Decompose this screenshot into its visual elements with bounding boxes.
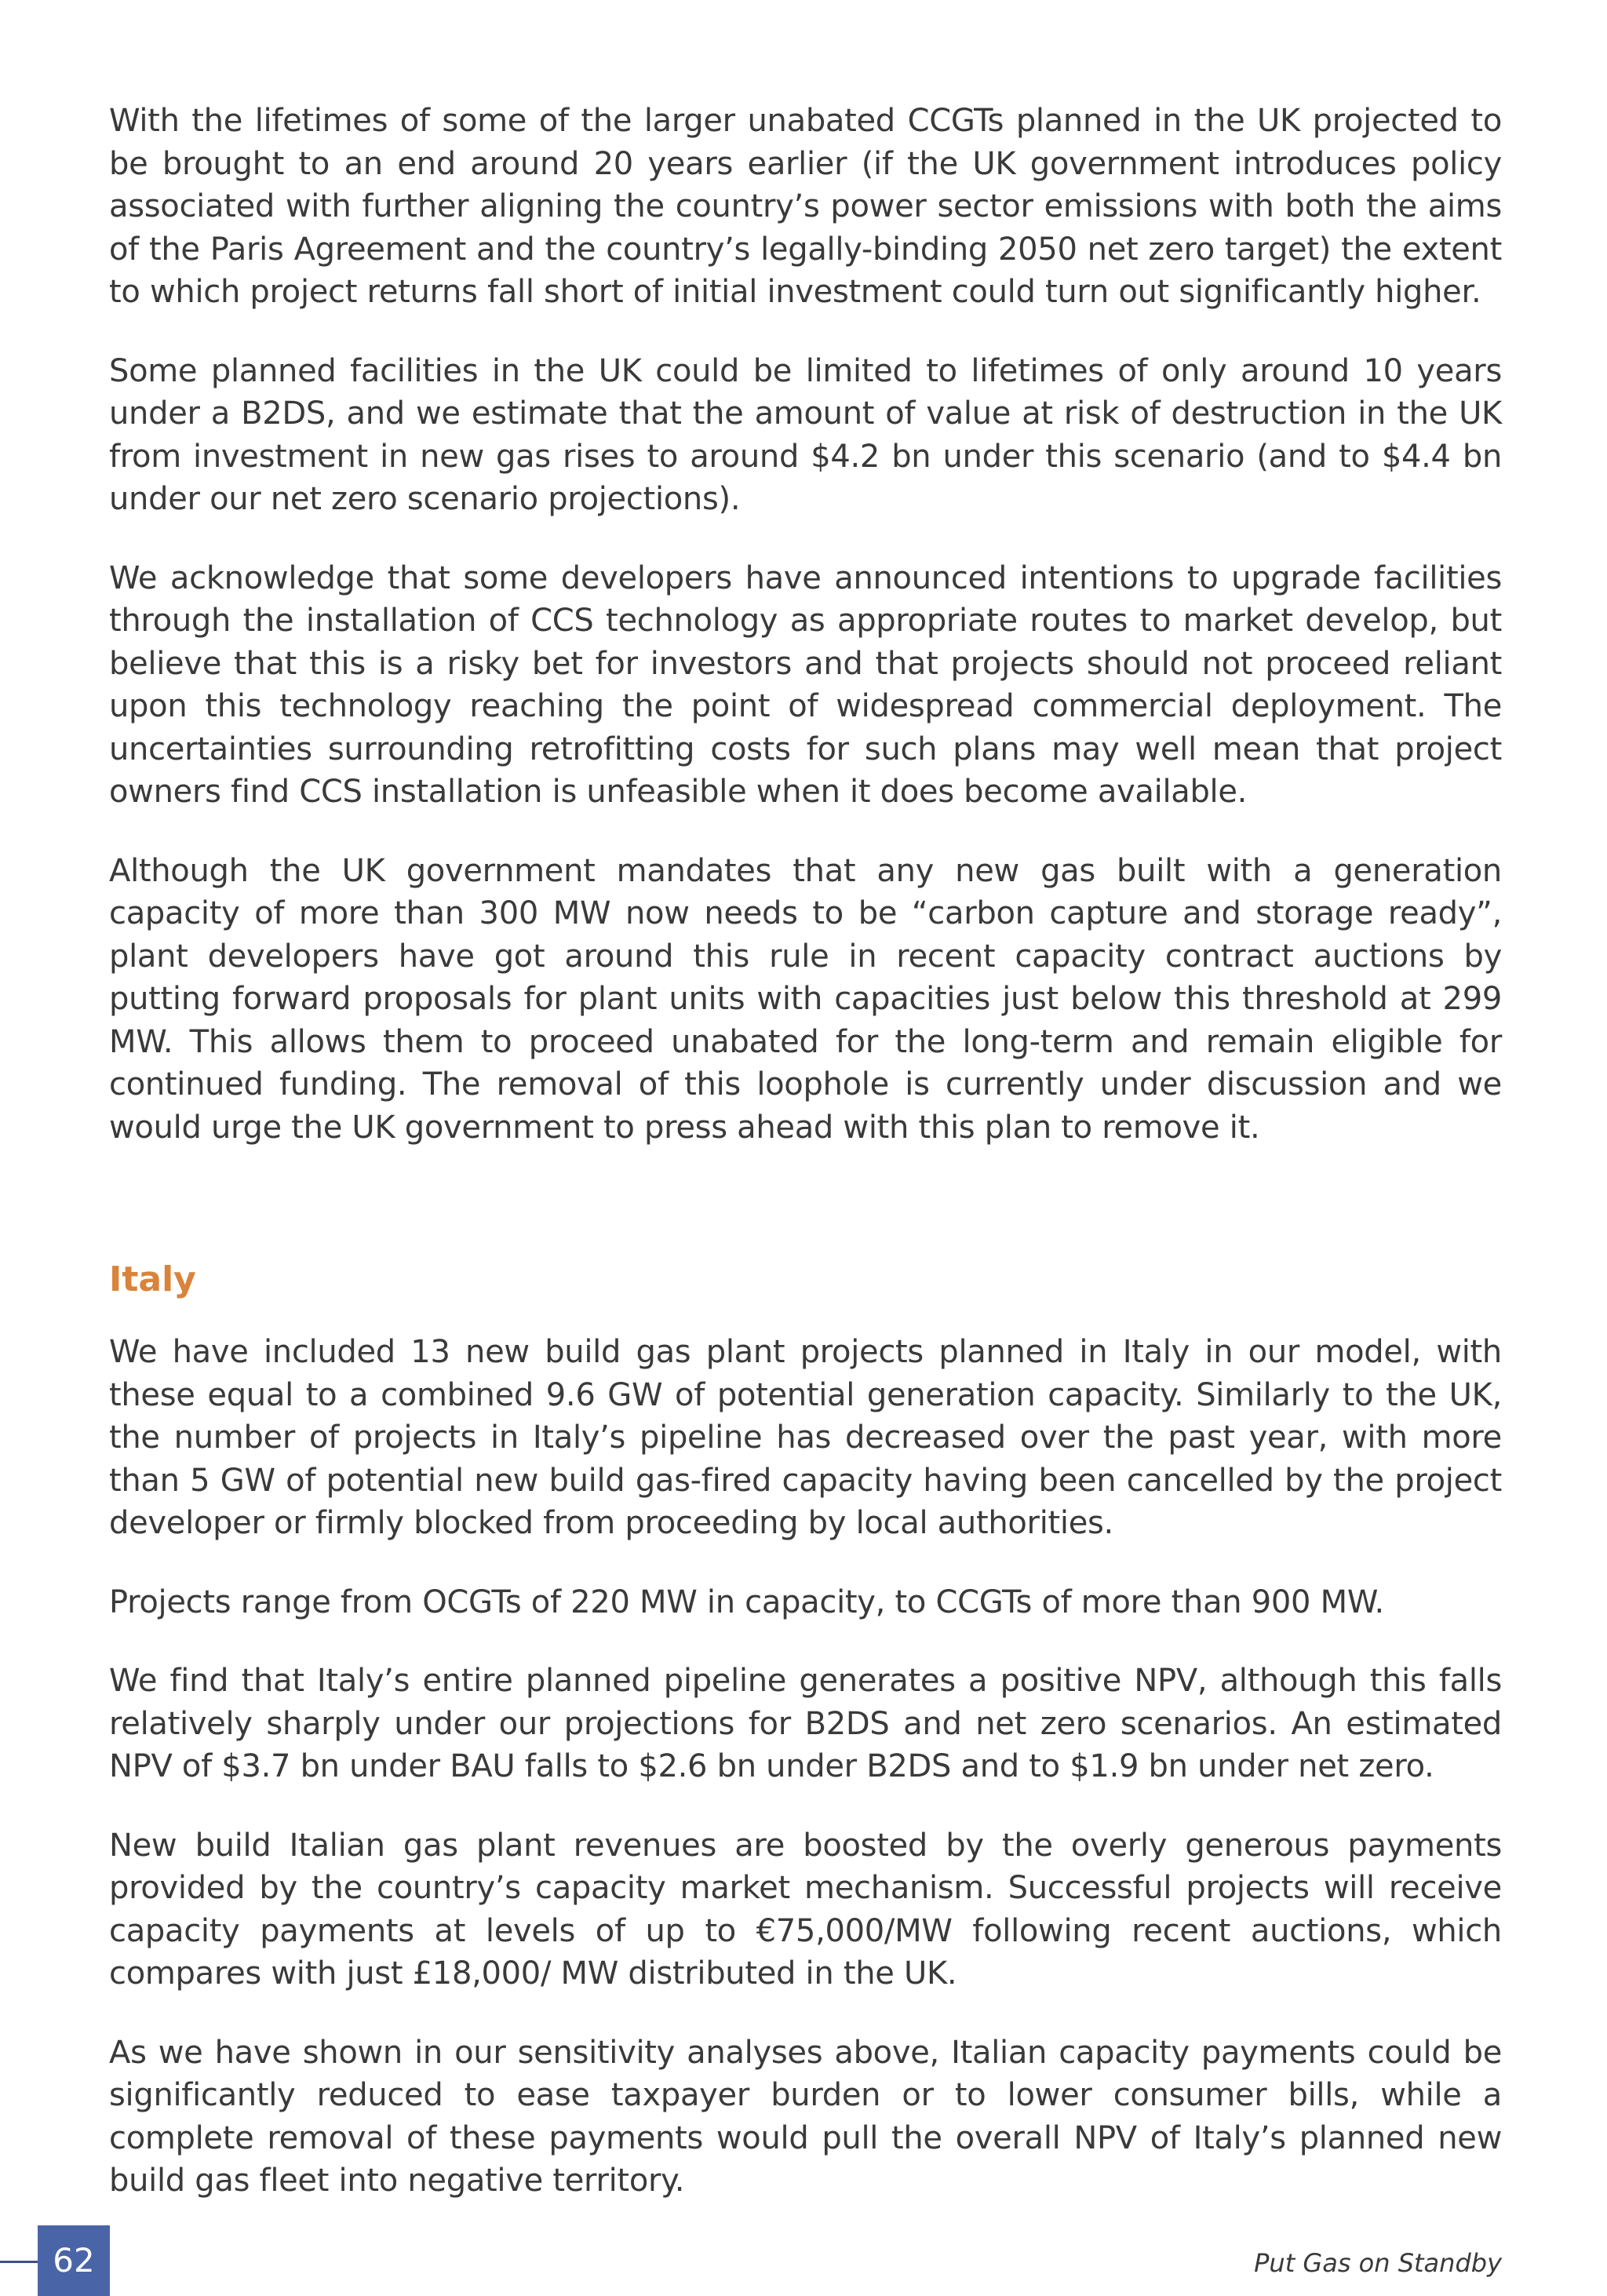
page-number: 62 (38, 2225, 110, 2296)
paragraph-italy-sensitivity: As we have shown in our sensitivity analyses above, Italian capacity payments could be significantly reduced to ease taxpayer burden or to lower consumer bills, while a complete removal of these payments would pull the overall NPV of Italy’s planned new build gas fleet into negative territory. (109, 2034, 1502, 2199)
paragraph-italy-project-range: Projects range from OCGTs of 220 MW in capacity, to CCGTs of more than 900 MW. (109, 1584, 1384, 1620)
footer-document-title: Put Gas on Standby (1254, 2248, 1502, 2278)
section-heading-italy: Italy (109, 1259, 196, 1299)
paragraph-italy-pipeline: We have included 13 new build gas plant projects planned in Italy in our model, with these equal to a combined 9.6 GW of potential generation capacity. Similarly to the UK, the number of projects in Italy’s pipeline has decreased over the past year, with more than 5 GW of potential new build gas-fired capacity having been cancelled by the project developer or firmly blocked from proceeding by local authorities. (109, 1334, 1502, 1541)
page-body (109, 100, 1502, 2239)
footer-rule (0, 2261, 38, 2263)
paragraph-uk-ccs-upgrade: We acknowledge that some developers have announced intentions to upgrade facilities through the installation of CCS technology as appropriate routes to market develop, but believe that this is a risky bet for investors and that projects should not proceed reliant upon this technology reaching the point of widespread commercial deployment. The uncertainties surrounding retrofitting costs for such plans may well mean that project owners find CCS installation is unfeasible when it does become available. (109, 559, 1502, 810)
paragraph-uk-lifetimes: With the lifetimes of some of the larger unabated CCGTs planned in the UK projected to be brought to an end around 20 years earlier (if the UK government introduces policy associated with further aligning the country’s power sector emissions with both the aims of the Paris Agreement and the country’s legally-binding 2050 net zero target) the extent to which project returns fall short of initial investment could turn out significantly higher. (109, 103, 1502, 310)
paragraph-uk-b2ds-value-at-risk: Some planned facilities in the UK could be limited to lifetimes of only around 10 years under a B2DS, and we estimate that the amount of value at risk of destruction in the UK from investment in new gas rises to around $4.2 bn under this scenario (and to $4.4 bn under our net zero scenario projections). (109, 352, 1502, 517)
paragraph-italy-npv: We find that Italy’s entire planned pipeline generates a positive NPV, although this falls relatively sharply under our projections for B2DS and net zero scenarios. An estimated NPV of $3.7 bn under BAU falls to $2.6 bn under B2DS and to $1.9 bn under net zero. (109, 1663, 1502, 1784)
paragraph-italy-capacity-market: New build Italian gas plant revenues are boosted by the overly generous payments provided by the country’s capacity market mechanism. Successful projects will receive capacity payments at levels of up to €75,000/MW following recent auctions, which compares with just £18,000/ MW distributed in the UK. (109, 1827, 1502, 1992)
paragraph-uk-ccs-ready-loophole: Although the UK government mandates that any new gas built with a generation capacity of more than 300 MW now needs to be “carbon capture and storage ready”, plant developers have got around this rule in recent capacity contract auctions by putting forward proposals for plant units with capacities just below this threshold at 299 MW. This allows them to proceed unabated for the long-term and remain eligible for continued funding. The removal of this loophole is currently under discussion and we would urge the UK government to press ahead with this plan to remove it. (109, 852, 1502, 1146)
